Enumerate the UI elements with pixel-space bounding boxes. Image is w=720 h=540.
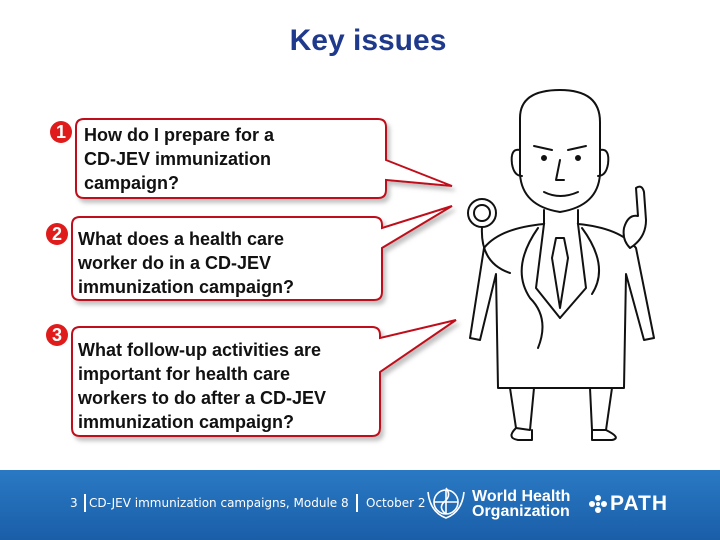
question-text-1: How do I prepare for a CD-JEV immunization campaign? <box>84 125 275 193</box>
doctor-with-stethoscope-illustration <box>440 88 680 468</box>
who-emblem-icon <box>424 482 468 522</box>
path-logo-text: PATH <box>610 492 669 515</box>
page-title: Key issues <box>289 24 447 57</box>
question-number-3: 3 <box>46 324 68 346</box>
question-number-2: 2 <box>46 223 68 245</box>
question-number-1: 1 <box>50 121 72 143</box>
footer-separator-2 <box>356 494 358 512</box>
question-text-2: What does a health care worker do in a CD-JEV immunization campaign? <box>78 229 295 297</box>
slide-number: 3 <box>70 496 78 510</box>
footer-separator <box>84 494 86 512</box>
who-logo-text: World Health Organization <box>472 488 571 520</box>
path-logo-icon <box>588 494 608 514</box>
footer-bar <box>0 470 720 540</box>
question-text-3: What follow-up activities are important for health care workers to do after a CD-JEV immunization campaign? <box>78 340 327 432</box>
module-text: CD-JEV immunization campaigns, Module 8 <box>89 496 349 510</box>
date-text: October 2 <box>366 496 426 510</box>
